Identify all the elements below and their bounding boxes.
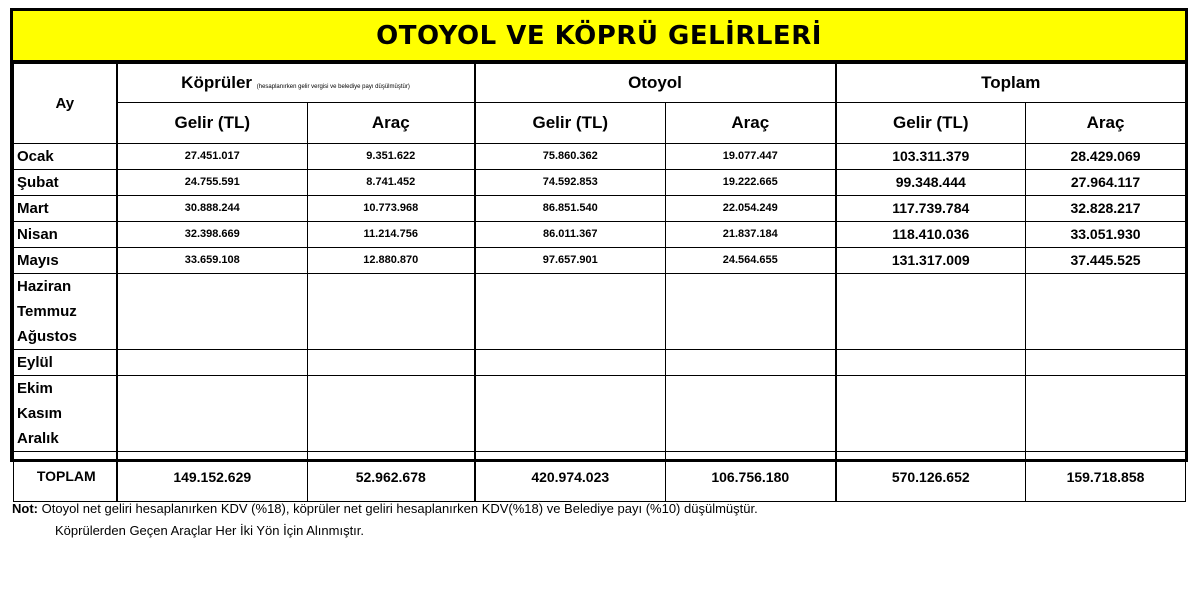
vehicle-cell: 9.351.622: [308, 144, 475, 170]
vehicle-cell: 33.051.930: [1026, 222, 1186, 248]
column-header-vehicle: Araç: [308, 103, 475, 144]
column-header-vehicle: Araç: [666, 103, 836, 144]
month-name: Eylül: [17, 354, 53, 371]
vehicle-cell: 21.837.184: [666, 222, 836, 248]
month-cell: [14, 376, 117, 452]
month-cell: [14, 274, 117, 350]
income-cell: [117, 376, 308, 452]
table-row: [14, 170, 1186, 196]
month-name: Temmuz: [17, 303, 77, 320]
vehicle-cell: [1026, 274, 1186, 350]
income-cell: 27.451.017: [117, 144, 308, 170]
column-header-income: Gelir (TL): [836, 103, 1026, 144]
month-name: Aralık: [17, 430, 59, 447]
revenue-table-body: [14, 64, 1186, 502]
month-cell: [14, 350, 117, 376]
month-name: Ağustos: [17, 328, 77, 345]
month-name: Nisan: [17, 226, 58, 243]
month-cell: [14, 196, 117, 222]
total-row: [14, 452, 1186, 502]
month-name: Mart: [17, 200, 49, 217]
vehicle-cell: 37.445.525: [1026, 248, 1186, 274]
total-value: 159.718.858: [1026, 452, 1186, 502]
total-label: TOPLAM: [14, 452, 117, 502]
vehicle-cell: 28.429.069: [1026, 144, 1186, 170]
month-name: Ekim: [17, 380, 53, 397]
income-cell: [475, 350, 666, 376]
vehicle-cell: 24.564.655: [666, 248, 836, 274]
vehicle-cell: 11.214.756: [308, 222, 475, 248]
column-header-income: Gelir (TL): [117, 103, 308, 144]
income-cell: [836, 274, 1026, 350]
month-cell: [14, 170, 117, 196]
table-row: [14, 196, 1186, 222]
income-cell: 74.592.853: [475, 170, 666, 196]
total-value: 52.962.678: [308, 452, 475, 502]
total-value: 106.756.180: [666, 452, 836, 502]
income-cell: 86.011.367: [475, 222, 666, 248]
income-cell: [475, 274, 666, 350]
income-cell: 24.755.591: [117, 170, 308, 196]
month-cell: [14, 248, 117, 274]
group-header-bridges-note: (hesaplanırken gelir vergisi ve belediye payı düşülmüştür): [256, 84, 410, 90]
income-cell: 30.888.244: [117, 196, 308, 222]
total-value: 420.974.023: [475, 452, 666, 502]
vehicle-cell: 10.773.968: [308, 196, 475, 222]
footnote-prefix: Not:: [12, 501, 38, 516]
total-value: 149.152.629: [117, 452, 308, 502]
vehicle-cell: [1026, 376, 1186, 452]
vehicle-cell: [308, 350, 475, 376]
income-cell: 86.851.540: [475, 196, 666, 222]
income-cell: 75.860.362: [475, 144, 666, 170]
table-row: [14, 274, 1186, 350]
group-header-highway: Otoyol: [475, 64, 836, 103]
page-title: OTOYOL VE KÖPRÜ GELİRLERİ: [376, 20, 822, 51]
vehicle-cell: [666, 376, 836, 452]
vehicle-cell: 22.054.249: [666, 196, 836, 222]
table-row: [14, 376, 1186, 452]
month-name: Kasım: [17, 405, 63, 422]
vehicle-cell: [308, 376, 475, 452]
income-cell: 32.398.669: [117, 222, 308, 248]
vehicle-cell: [666, 274, 836, 350]
month-name: Mayıs: [17, 252, 59, 269]
income-cell: [836, 350, 1026, 376]
month-column-header: Ay: [14, 64, 117, 144]
income-cell: [836, 376, 1026, 452]
vehicle-cell: 27.964.117: [1026, 170, 1186, 196]
group-header-bridges-label: Köprüler: [181, 73, 253, 92]
month-cell: [14, 222, 117, 248]
month-name: Haziran: [17, 278, 72, 295]
month-cell: [14, 144, 117, 170]
vehicle-cell: 12.880.870: [308, 248, 475, 274]
income-cell: [117, 350, 308, 376]
revenue-table-frame: [10, 8, 1188, 485]
column-header-vehicle: Araç: [1026, 103, 1186, 144]
income-cell: [475, 376, 666, 452]
title-bar: [13, 11, 1185, 63]
column-header-income: Gelir (TL): [475, 103, 666, 144]
vehicle-cell: 19.222.665: [666, 170, 836, 196]
total-value: 570.126.652: [836, 452, 1026, 502]
vehicle-cell: [1026, 350, 1186, 376]
income-cell: 118.410.036: [836, 222, 1026, 248]
vehicle-cell: 32.828.217: [1026, 196, 1186, 222]
income-cell: 131.317.009: [836, 248, 1026, 274]
table-row: [14, 222, 1186, 248]
group-header-total: Toplam: [836, 64, 1186, 103]
income-cell: 99.348.444: [836, 170, 1026, 196]
vehicle-cell: 19.077.447: [666, 144, 836, 170]
table-row: [14, 350, 1186, 376]
vehicle-cell: [666, 350, 836, 376]
footnote: [12, 498, 1182, 542]
group-header-bridges: [117, 64, 475, 103]
month-name: Ocak: [17, 148, 54, 165]
table-row: [14, 248, 1186, 274]
income-cell: 103.311.379: [836, 144, 1026, 170]
vehicle-cell: [308, 274, 475, 350]
footnote-line1: Otoyol net geliri hesaplanırken KDV (%18), köprüler net geliri hesaplanırken KDV(%18) ve Belediye payı (%10) düşülmüştür.: [41, 501, 758, 516]
revenue-table: [13, 63, 1186, 502]
income-cell: 97.657.901: [475, 248, 666, 274]
income-cell: [117, 274, 308, 350]
table-row: [14, 144, 1186, 170]
vehicle-cell: 8.741.452: [308, 170, 475, 196]
month-name: Şubat: [17, 174, 59, 191]
footnote-line2: Köprülerden Geçen Araçlar Her İki Yön İçin Alınmıştır.: [55, 523, 365, 538]
income-cell: 117.739.784: [836, 196, 1026, 222]
income-cell: 33.659.108: [117, 248, 308, 274]
